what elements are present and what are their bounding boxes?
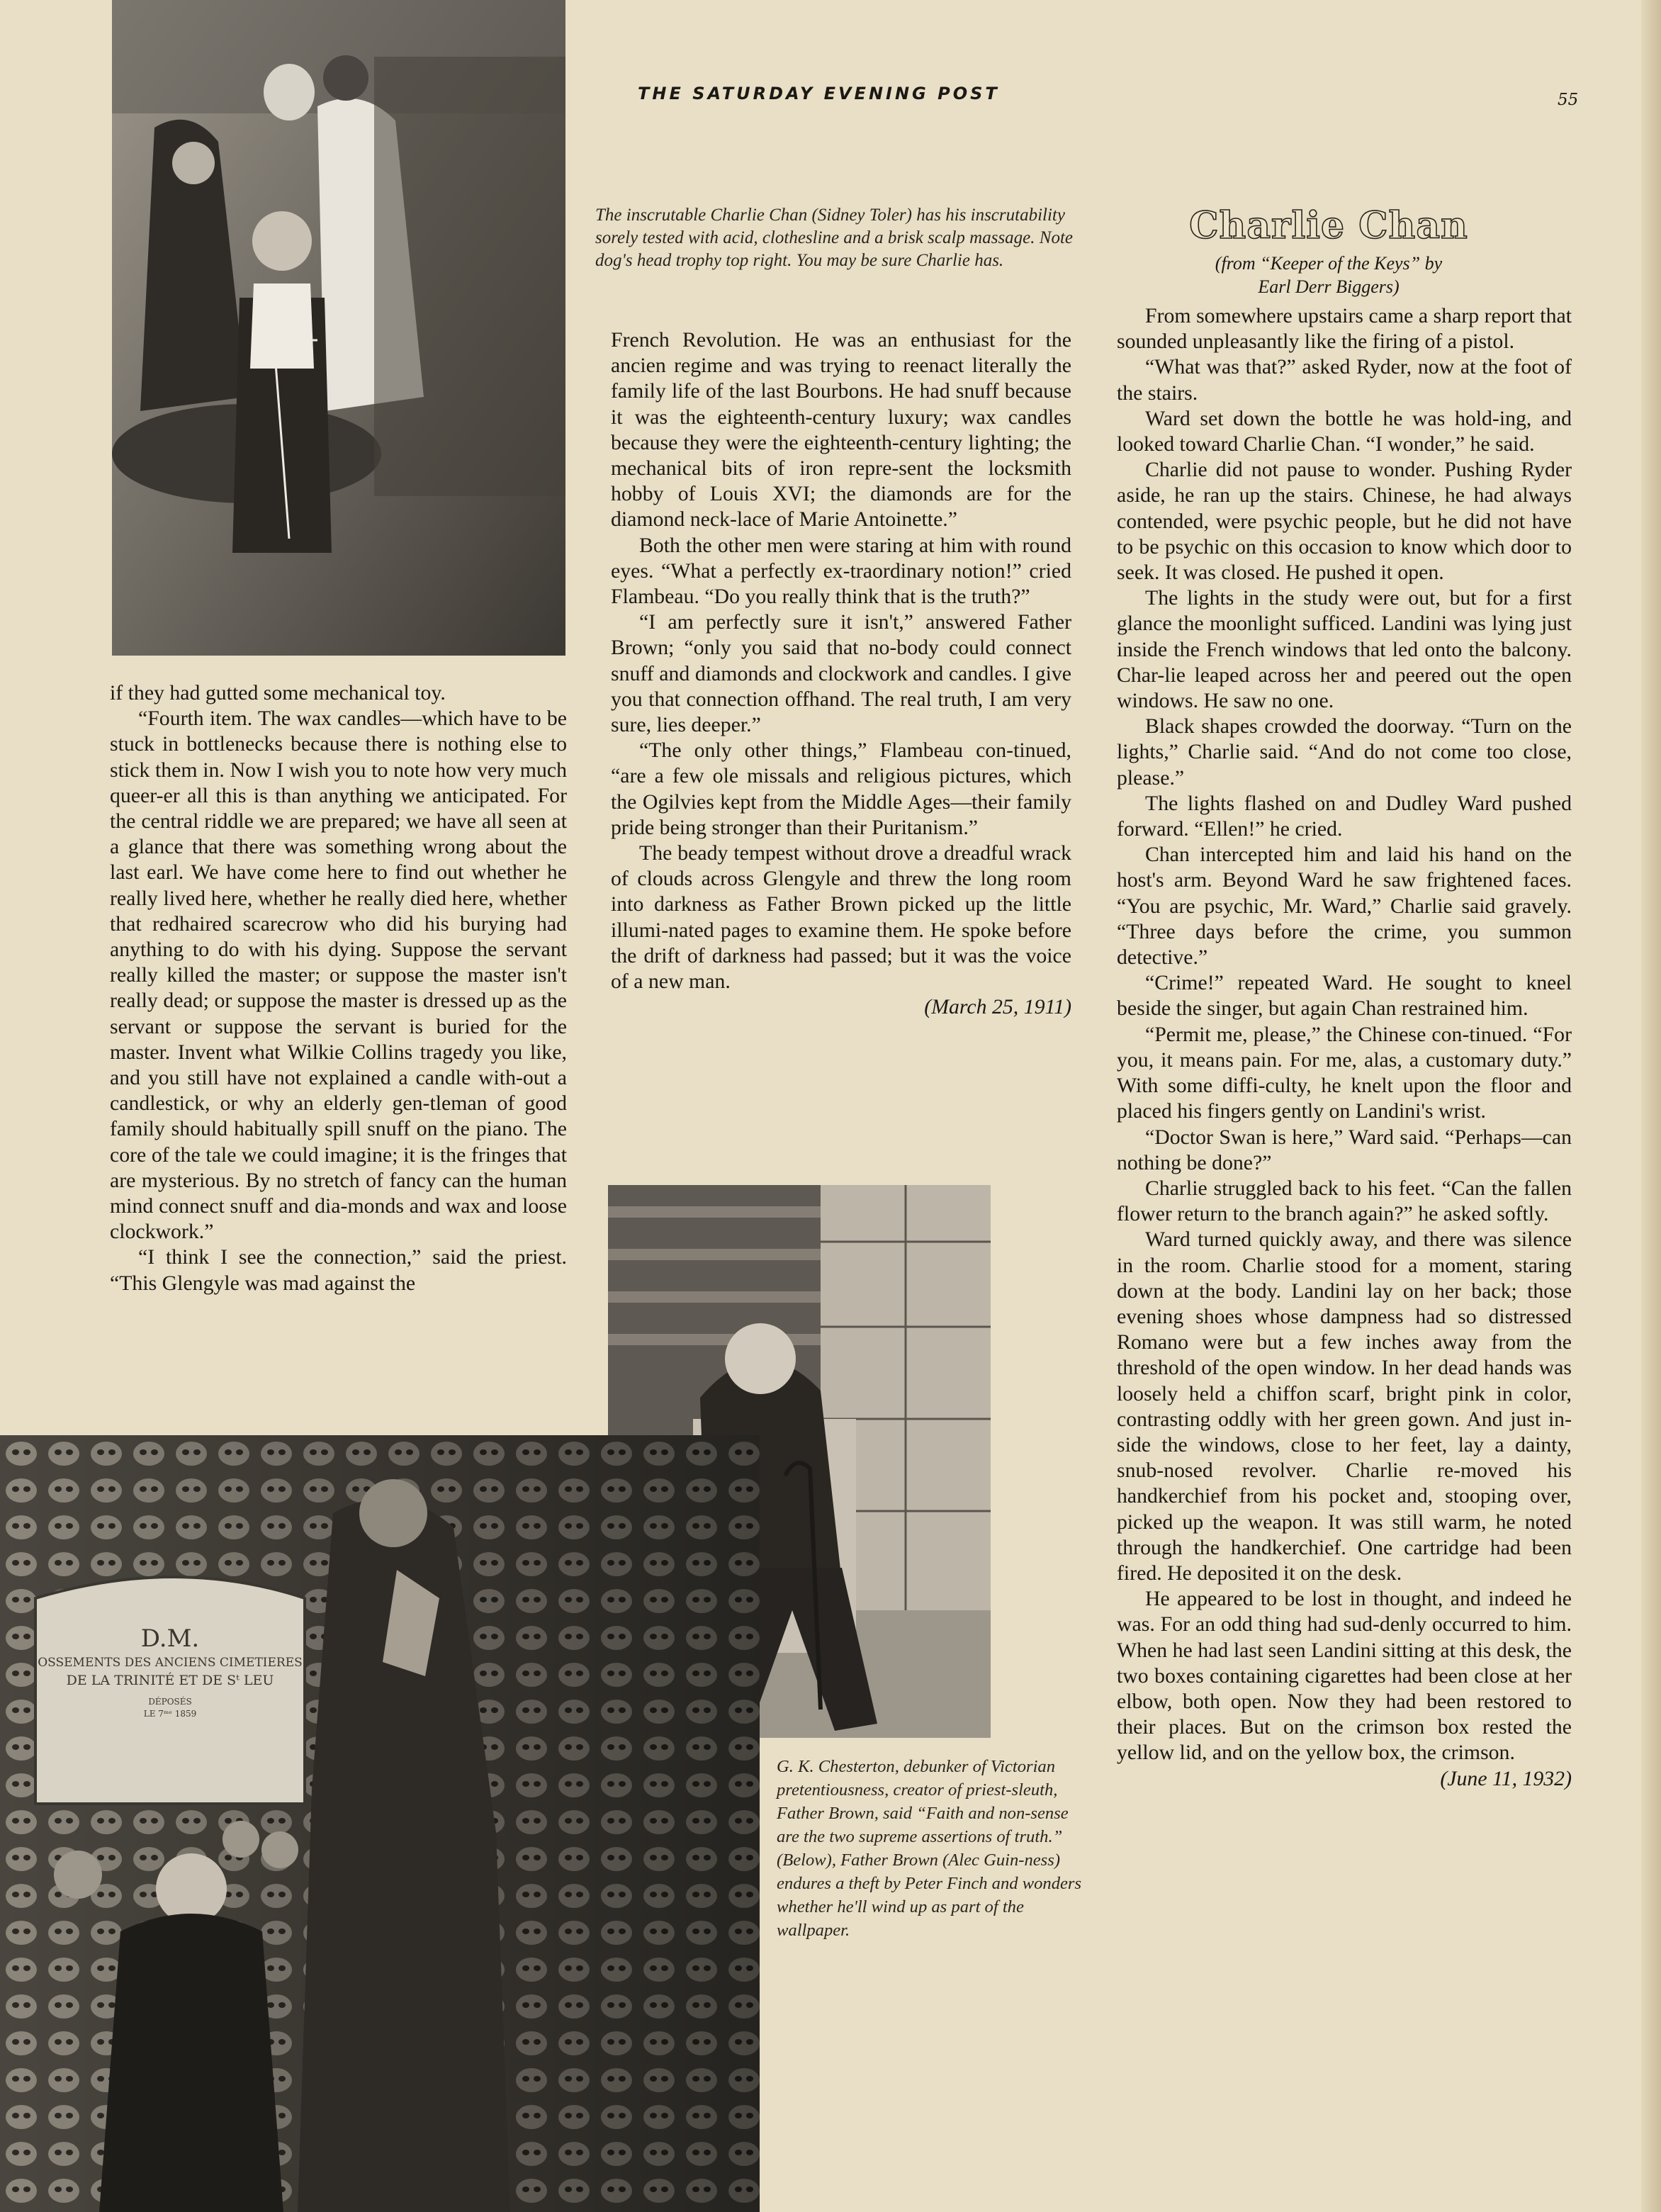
right-column (1117, 303, 1572, 1792)
plaque-line: DÉPOSÉS (148, 1697, 192, 1707)
paragraph: Ward set down the bottle he was hold-ing, and looked toward Charlie Chan. “I wonder,” he said. (1117, 406, 1572, 456)
charlie-chan-photo (112, 0, 565, 656)
paragraph: “Permit me, please,” the Chinese con-tinued. “For you, it means pain. For me, alas, a customary duty.” With some diffi-culty, he knelt upon the floor and placed his fingers gently on Landini's wrist. (1117, 1022, 1572, 1123)
paragraph: The beady tempest without drove a dreadful wrack of clouds across Glengyle and threw the long room into darkness as Father Brown picked up the little illumi-nated pages to examine them. He spoke before the drift of darkness had passed; but it was the voice of a new man. (611, 841, 1071, 994)
left-column (110, 680, 567, 1296)
paragraph: The lights in the study were out, but for a first glance the moonlight sufficed. Landini was lying just inside the French windows that led onto the balcony. Char-lie leaped across her and peered out the open windows. He saw no one. (1117, 586, 1572, 713)
plaque-line: OSSEMENTS DES ANCIENS CIMETIERES (38, 1656, 303, 1670)
paragraph: “What was that?” asked Ryder, now at the foot of the stairs. (1117, 355, 1572, 405)
story-title: Charlie Chan (1189, 204, 1468, 247)
running-head: THE SATURDAY EVENING POST (638, 84, 1000, 103)
paragraph: “Crime!” repeated Ward. He sought to kneel beside the singer, but again Chan restrained him. (1117, 971, 1572, 1021)
credit-line: (from “Keeper of the Keys” by (1215, 253, 1443, 274)
paragraph: Chan intercepted him and laid his hand on the host's arm. Beyond Ward he saw frightened faces. “You are psychic, Mr. Ward,” Charlie said gravely. “Three days before the crime, you summon detective.” (1117, 843, 1572, 970)
paragraph: Charlie struggled back to his feet. “Can the fallen flower return to the branch again?” he asked softly. (1117, 1176, 1572, 1226)
chesterton-photo-caption: G. K. Chesterton, debunker of Victorian pretentiousness, creator of priest-sleuth, Father Brown, said “Faith and non-sense are the two supreme assertions of truth.” (Below), Father Brown (Alec Guin-ness) endures a theft by Peter Finch and wonders whether he'll wind up as part of the wallpaper. (777, 1757, 1082, 1940)
paragraph: Ward turned quickly away, and there was silence in the room. Charlie stood for a moment, staring down at the body. Landini lay on her back; those evening shoes whose dampness had so distressed Romano were but a few inches away from the threshold of the open window. In her dead hands was loosely held a chiffon scarf, bright pink in color, contrasting oddly with her green gown. And just in-side the windows, close to her feet, lay a dainty, snub-nosed revolver. Charlie re-moved his handkerchief from his pocket and, stooping over, picked up the weapon. It was still warm, he noted through the handkerchief. One cartridge had been fired. He deposited it on the desk. (1117, 1228, 1572, 1585)
plaque-line: D.M. (140, 1624, 200, 1653)
paragraph: Both the other men were staring at him with round eyes. “What a perfectly ex-traordinary notion!” cried Flambeau. “Do you really think that is the truth?” (611, 533, 1071, 609)
paragraph: Charlie did not pause to wonder. Pushing Ryder aside, he ran up the stairs. Chinese, he had always contended, were psychic people, but he did not have to be psychic on this occasion to know which door to seek. It was closed. He pushed it open. (1117, 458, 1572, 585)
paragraph: The lights flashed on and Dudley Ward pushed forward. “Ellen!” he cried. (1117, 791, 1572, 841)
credit-line: Earl Derr Biggers) (1258, 276, 1400, 297)
plaque-line: LE 7ᵐᵉ 1859 (143, 1709, 197, 1719)
paragraph: He appeared to be lost in thought, and indeed he was. For an odd thing had sud-denly occurred to him. When he had last seen Landini sitting at this desk, the two boxes containing cigarettes had been close at her elbow, both open. Now they had been restored to their places. But on the crimson box rested the yellow lid, and on the yellow box, the crimson. (1117, 1587, 1572, 1765)
paragraph: Black shapes crowded the doorway. “Turn on the lights,” Charlie said. “And do not come too close, please.” (1117, 714, 1572, 790)
dateline: (June 11, 1932) (1440, 1766, 1572, 1790)
paragraph: From somewhere upstairs came a sharp report that sounded unpleasantly like the firing of a pistol. (1117, 304, 1572, 354)
paragraph: “Doctor Swan is here,” Ward said. “Perhaps—can nothing be done?” (1117, 1125, 1572, 1174)
paragraph: “The only other things,” Flambeau con-tinued, “are a few ole missals and religious pictures, which the Ogilvies kept from the Middle Ages—their family pride being stronger than their Puritanism.” (611, 739, 1071, 839)
paragraph: if they had gutted some mechanical toy. (110, 681, 446, 704)
story-credit (1120, 252, 1538, 298)
plaque-line: DE LA TRINITÉ ET DE Sᵗ LEU (66, 1673, 274, 1688)
middle-column (611, 327, 1071, 1020)
chan-photo-caption: The inscrutable Charlie Chan (Sidney Toler) has his inscrutability sorely tested with acid, clothesline and a brisk scalp massage. Note dog's head trophy top right. You may be sure Charlie has. (595, 206, 1073, 270)
paragraph: “Fourth item. The wax candles—which have to be stuck in bottlenecks because there is nothing else to stick them in. Now I wish you to note how very much queer-er all this is than anything we anticipated. For the central riddle we are prepared; we have all seen at a glance that there was something wrong about the last earl. We have come here to find out whether he really lived here, whether he really died here, whether that redhaired scarecrow who did his burying had anything to do with his dying. Suppose the servant really killed the master; or suppose the master isn't really dead; or suppose the master is dressed up as the servant or suppose the servant is buried for the master. Invent what Wilkie Collins tragedy you like, and you still have not explained a candle with-out a candlestick, or why an elderly gen-tleman of good family should habitually spill snuff on the piano. The core of the tale we could imagine; it is the fringes that are mysterious. By no stretch of fancy can the human mind connect snuff and dia-monds and wax and loose clockwork.” (110, 707, 567, 1244)
paragraph: French Revolution. He was an enthusiast for the ancien regime and was trying to reenact literally the family life of the last Bourbons. He had snuff because it was the eighteenth-century luxury; wax candles because they were the eighteenth-century lighting; the mechanical bits of iron repre-sent the locksmith hobby of Louis XVI; the diamonds are for the diamond neck-lace of Marie Antoinette.” (611, 328, 1071, 532)
paragraph: “I think I see the connection,” said the priest. “This Glengyle was mad against the (110, 1245, 567, 1295)
page-number: 55 (1558, 91, 1579, 109)
father-brown-photo (0, 1435, 760, 2212)
page-edge (1641, 0, 1661, 2212)
paragraph: “I am perfectly sure it isn't,” answered Father Brown; “only you said that no-body could connect snuff and diamonds and clockwork and candles. I give you that connection offhand. The real truth, I am very sure, lies deeper.” (611, 610, 1071, 737)
dateline: (March 25, 1911) (924, 995, 1071, 1019)
ossuary-plaque-text (35, 1623, 305, 1719)
